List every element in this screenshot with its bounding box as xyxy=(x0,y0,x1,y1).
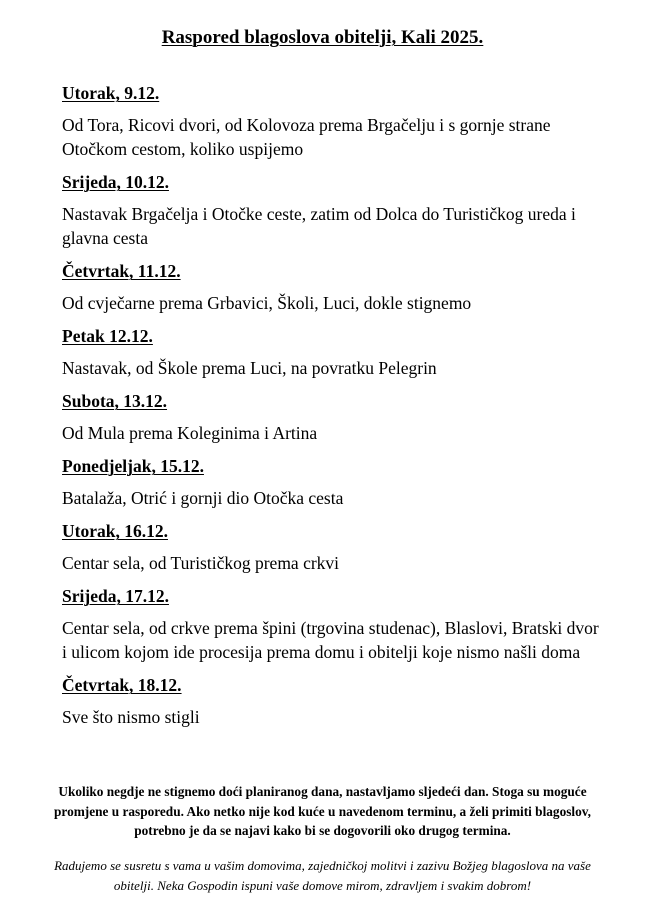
day-heading: Četvrtak, 11.12. xyxy=(62,261,181,281)
day-heading: Subota, 13.12. xyxy=(62,391,168,411)
schedule-day xyxy=(62,674,602,729)
schedule-list xyxy=(62,82,602,739)
document-title: Raspored blagoslova obitelji, Kali 2025. xyxy=(161,27,484,48)
notice-paragraph: Ukoliko negdje ne stignemo doći planiranog dana, nastavljamo sljedeći dan. Stoga su moguće promjene u rasporedu. Ako netko nije kod kuće u navedenom terminu, a želi primiti blagoslov, potrebno je da se najavi kako bi se dogovorili oko drugog termina. xyxy=(54,784,591,838)
day-heading: Ponedjeljak, 15.12. xyxy=(62,456,204,476)
day-heading: Srijeda, 17.12. xyxy=(62,586,169,606)
day-description: Centar sela, od Turističkog prema crkvi xyxy=(62,553,340,573)
schedule-day xyxy=(62,520,602,575)
closing-blessing: Radujemo se susretu s vama u vašim domovima, zajedničkoj molitvi i zazivu Božjeg blagoslova na vaše obitelji. Neka Gospodin ispuni vaše domove mirom, zdravljem i svakim dobrom! xyxy=(54,858,591,893)
schedule-day xyxy=(62,171,602,250)
day-description: Od Tora, Ricovi dvori, od Kolovoza prema Brgačelju i s gornje strane Otočkom cestom, koliko uspijemo xyxy=(62,115,551,159)
day-description: Od Mula prema Koleginima i Artina xyxy=(62,423,318,443)
day-description: Nastavak, od Škole prema Luci, na povratku Pelegrin xyxy=(62,358,437,378)
day-heading: Utorak, 9.12. xyxy=(62,83,160,103)
day-heading: Utorak, 16.12. xyxy=(62,521,168,541)
day-description: Nastavak Brgačelja i Otočke ceste, zatim od Dolca do Turističkog ureda i glavna cesta xyxy=(62,204,576,248)
schedule-day xyxy=(62,455,602,510)
day-heading: Srijeda, 10.12. xyxy=(62,172,169,192)
schedule-day xyxy=(62,260,602,315)
schedule-day xyxy=(62,585,602,664)
day-description: Od cvječarne prema Grbavici, Školi, Luci, dokle stignemo xyxy=(62,293,472,313)
schedule-day xyxy=(62,325,602,380)
day-description: Centar sela, od crkve prema špini (trgovina studenac), Blaslovi, Bratski dvor i ulicom kojom ide procesija prema domu i obitelji koje nismo našli doma xyxy=(62,618,599,662)
day-heading: Četvrtak, 18.12. xyxy=(62,675,182,695)
schedule-day xyxy=(62,82,602,161)
day-heading: Petak 12.12. xyxy=(62,326,153,346)
schedule-day xyxy=(62,390,602,445)
day-description: Batalaža, Otrić i gornji dio Otočka cesta xyxy=(62,488,344,508)
day-description: Sve što nismo stigli xyxy=(62,707,200,727)
